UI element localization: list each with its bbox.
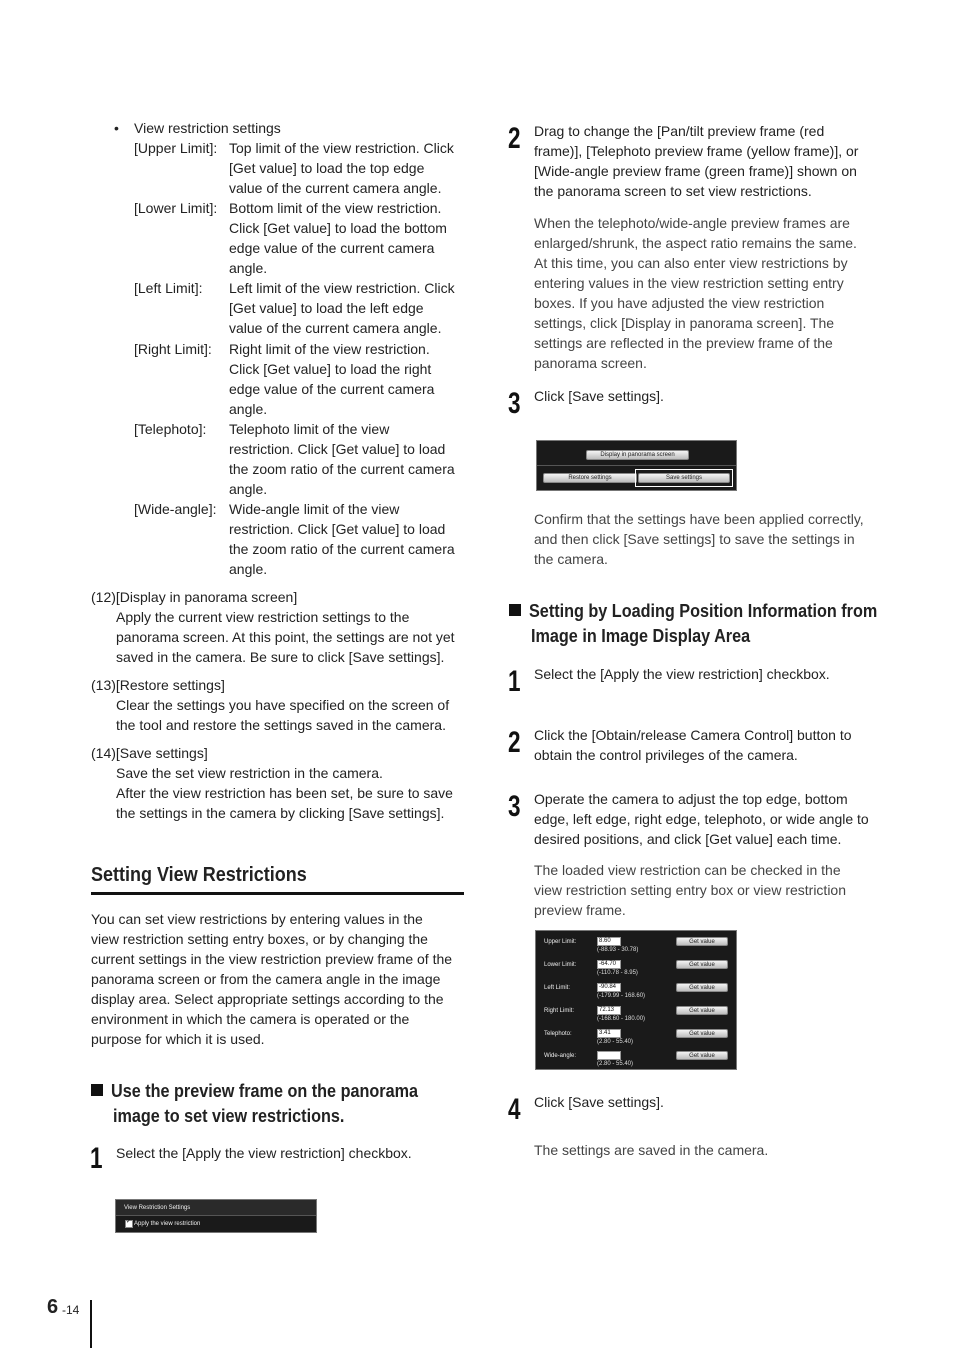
step-3-note	[534, 509, 884, 569]
b-step-4-text: Click [Save settings].	[534, 1094, 664, 1110]
left-limit-input[interactable]: -90.84	[597, 983, 621, 992]
line: saved in the camera. Be sure to click [Save settings].	[116, 649, 445, 665]
apply-checkbox[interactable]	[125, 1220, 133, 1228]
line: boxes. If you have adjusted the view restriction	[534, 295, 825, 311]
wide-angle-get-value-button[interactable]: Get value	[676, 1051, 728, 1060]
line: entering values in the view restriction setting entry	[534, 275, 844, 291]
item-14-body	[116, 763, 466, 823]
telephoto-input[interactable]: 3.41	[597, 1029, 621, 1038]
item-13-heading: (13)[Restore settings]	[91, 677, 225, 693]
telephoto-range: (2.80 - 55.40)	[597, 1039, 634, 1045]
item-13-body	[116, 695, 466, 735]
divider	[537, 465, 736, 466]
right-limit-key: [Right Limit]:	[134, 341, 212, 357]
b-step-1-number: 1	[508, 665, 521, 698]
line: the zoom ratio of the current camera	[229, 541, 455, 557]
line: Click [Get value] to load the right	[229, 361, 432, 377]
b-step-3-text	[534, 789, 884, 849]
step-2-note	[534, 213, 879, 373]
page-number: -14	[62, 1303, 80, 1317]
view-restriction-title: View restriction settings	[134, 120, 281, 136]
view-restriction-settings-panel	[115, 1199, 317, 1233]
lower-limit-range: (-110.78 - 8.95)	[597, 970, 638, 976]
line: the settings in the camera by clicking [Save settings].	[116, 805, 445, 821]
line: When the telephoto/wide-angle preview frames are	[534, 215, 850, 231]
line: Bottom limit of the view restriction.	[229, 200, 442, 216]
right-limit-range: (-168.60 - 180.00)	[597, 1016, 646, 1022]
line: Click the [Obtain/release Camera Control] button to	[534, 727, 852, 743]
left-limit-desc	[229, 278, 469, 338]
line: restriction. Click [Get value] to load	[229, 521, 446, 537]
line: The loaded view restriction can be checked in the	[534, 862, 841, 878]
chapter-number: 6	[47, 1296, 59, 1318]
line: purpose for which it is used.	[91, 1031, 265, 1047]
right-limit-label: Right Limit:	[544, 1008, 575, 1014]
line: [Get value] to load the left edge	[229, 300, 424, 316]
line: enlarged/shrunk, the aspect ratio remains the same.	[534, 235, 857, 251]
line: view restriction setting entry box or view restriction	[534, 882, 846, 898]
line: Operate the camera to adjust the top edge, bottom	[534, 791, 848, 807]
lower-get-value-button[interactable]: Get value	[676, 960, 728, 969]
line: angle.	[229, 561, 268, 577]
b-step-2-text	[534, 725, 879, 765]
line: the panorama screen to set view restrictions.	[534, 183, 812, 199]
line: [Wide-angle preview frame (green frame)] shown on	[534, 163, 857, 179]
line: Confirm that the settings have been applied correctly,	[534, 511, 864, 527]
footer-rule	[90, 1300, 92, 1348]
line: value of the current camera angle.	[229, 320, 442, 336]
item-12-body	[116, 607, 466, 667]
line: view restriction setting entry boxes, or by changing the	[91, 931, 428, 947]
b-step-3-number: 3	[508, 790, 521, 823]
view-restriction-values-panel	[535, 930, 737, 1070]
item-14-heading: (14)[Save settings]	[91, 745, 208, 761]
section-intro	[91, 909, 471, 1049]
wide-angle-input[interactable]	[597, 1051, 621, 1060]
telephoto-desc	[229, 419, 469, 499]
line: Image in Image Display Area	[531, 626, 751, 646]
square-bullet-icon	[91, 1084, 103, 1096]
line: Telephoto limit of the view	[229, 421, 390, 437]
line: After the view restriction has been set, be sure to save	[116, 785, 453, 801]
check-icon: ✓	[126, 1219, 132, 1225]
item-12-heading: (12)[Display in panorama screen]	[91, 589, 298, 605]
telephoto-get-value-button[interactable]: Get value	[676, 1029, 728, 1038]
line: Left limit of the view restriction. Click	[229, 280, 455, 296]
step-1-number: 1	[90, 1142, 103, 1175]
right-limit-desc	[229, 339, 469, 419]
line: restriction. Click [Get value] to load	[229, 441, 446, 457]
subsection-a-title	[91, 1079, 471, 1129]
line: the zoom ratio of the current camera	[229, 461, 455, 477]
save-settings-button[interactable]: Save settings	[638, 473, 730, 483]
line: the tool and restore the settings saved in the camera.	[116, 717, 446, 733]
step-2-text	[534, 121, 879, 201]
line: image to set view restrictions.	[113, 1106, 345, 1126]
telephoto-key: [Telephoto]:	[134, 421, 207, 437]
line: Apply the current view restriction settings to the	[116, 609, 410, 625]
line: Setting by Loading Position Information from	[529, 601, 878, 621]
lower-limit-label: Lower Limit:	[544, 962, 577, 968]
b-step-1-text: Select the [Apply the view restriction] checkbox.	[534, 666, 830, 682]
line: Drag to change the [Pan/tilt preview frame (red	[534, 123, 825, 139]
wide-angle-label: Wide-angle:	[544, 1053, 577, 1059]
line: edge value of the current camera	[229, 381, 435, 397]
line: At this time, you can also enter view restrictions by	[534, 255, 848, 271]
line: obtain the control privileges of the camera.	[534, 747, 798, 763]
line: environment in which the camera is operated or the	[91, 1011, 410, 1027]
section-title: Setting View Restrictions	[91, 864, 307, 886]
restore-settings-button[interactable]: Restore settings	[543, 473, 637, 483]
step-1-text: Select the [Apply the view restriction] checkbox.	[116, 1145, 412, 1161]
bullet-dot: •	[114, 120, 119, 136]
wide-angle-key: [Wide-angle]:	[134, 501, 217, 517]
panorama-buttons-panel	[536, 440, 737, 491]
apply-checkbox-label: Apply the view restriction	[134, 1221, 201, 1227]
left-limit-range: (-179.99 - 168.60)	[597, 993, 646, 999]
section-rule	[91, 892, 464, 895]
lower-limit-desc	[229, 198, 469, 278]
left-get-value-button[interactable]: Get value	[676, 983, 728, 992]
line: preview frame.	[534, 902, 626, 918]
lower-limit-key: [Lower Limit]:	[134, 200, 218, 216]
telephoto-label: Telephoto:	[544, 1031, 572, 1037]
right-limit-input[interactable]: 72.13	[597, 1006, 621, 1015]
line: panorama screen. At this point, the settings are not yet	[116, 629, 455, 645]
left-limit-key: [Left Limit]:	[134, 280, 203, 296]
wide-angle-desc	[229, 499, 469, 579]
b-step-3-note	[534, 860, 879, 920]
lower-limit-input[interactable]: -64.70	[597, 960, 621, 969]
line: Save the set view restriction in the camera.	[116, 765, 383, 781]
b-step-4-note: The settings are saved in the camera.	[534, 1142, 769, 1158]
step-2-number: 2	[508, 122, 521, 155]
line: angle.	[229, 481, 268, 497]
upper-limit-range: (-88.93 - 30.78)	[597, 947, 639, 953]
subsection-b-title	[509, 599, 929, 649]
line: edge, left edge, right edge, telephoto, or wide angle to	[534, 811, 869, 827]
line: frame)], [Telephoto preview frame (yellow frame)], or	[534, 143, 859, 159]
line: desired positions, and click [Get value] each time.	[534, 831, 842, 847]
line: value of the current camera angle.	[229, 180, 442, 196]
line: current settings in the view restriction preview frame of the	[91, 951, 453, 967]
line: Clear the settings you have specified on the screen of	[116, 697, 450, 713]
line: the camera.	[534, 551, 608, 567]
line: You can set view restrictions by entering values in the	[91, 911, 423, 927]
step-3-text: Click [Save settings].	[534, 388, 664, 404]
line: and then click [Save settings] to save the settings in	[534, 531, 855, 547]
line: edge value of the current camera	[229, 240, 435, 256]
line: angle.	[229, 260, 268, 276]
panel-title: View Restriction Settings	[124, 1205, 191, 1211]
square-bullet-icon	[509, 604, 521, 616]
upper-limit-desc	[229, 138, 469, 198]
line: panorama screen.	[534, 355, 647, 371]
upper-get-value-button[interactable]: Get value	[676, 937, 728, 946]
line: Use the preview frame on the panorama	[111, 1081, 418, 1101]
left-limit-label: Left Limit:	[544, 985, 571, 991]
line: panorama screen or from the camera angle in the image	[91, 971, 441, 987]
line: settings are reflected in the preview frame of the	[534, 335, 833, 351]
b-step-2-number: 2	[508, 726, 521, 759]
line: Click [Get value] to load the bottom	[229, 220, 447, 236]
upper-limit-key: [Upper Limit]:	[134, 140, 218, 156]
wide-angle-range: (2.80 - 55.40)	[597, 1061, 634, 1067]
right-get-value-button[interactable]: Get value	[676, 1006, 728, 1015]
line: [Get value] to load the top edge	[229, 160, 425, 176]
b-step-4-number: 4	[508, 1093, 521, 1126]
step-3-number: 3	[508, 387, 521, 420]
line: settings, click [Display in panorama screen]. The	[534, 315, 835, 331]
line: Wide-angle limit of the view	[229, 501, 400, 517]
line: display area. Select appropriate settings according to the	[91, 991, 444, 1007]
display-in-panorama-button[interactable]: Display in panorama screen	[586, 450, 689, 460]
upper-limit-input[interactable]: 8.60	[597, 937, 621, 946]
line: Top limit of the view restriction. Click	[229, 140, 454, 156]
line: Right limit of the view restriction.	[229, 341, 430, 357]
upper-limit-label: Upper Limit:	[544, 939, 577, 945]
line: angle.	[229, 401, 268, 417]
